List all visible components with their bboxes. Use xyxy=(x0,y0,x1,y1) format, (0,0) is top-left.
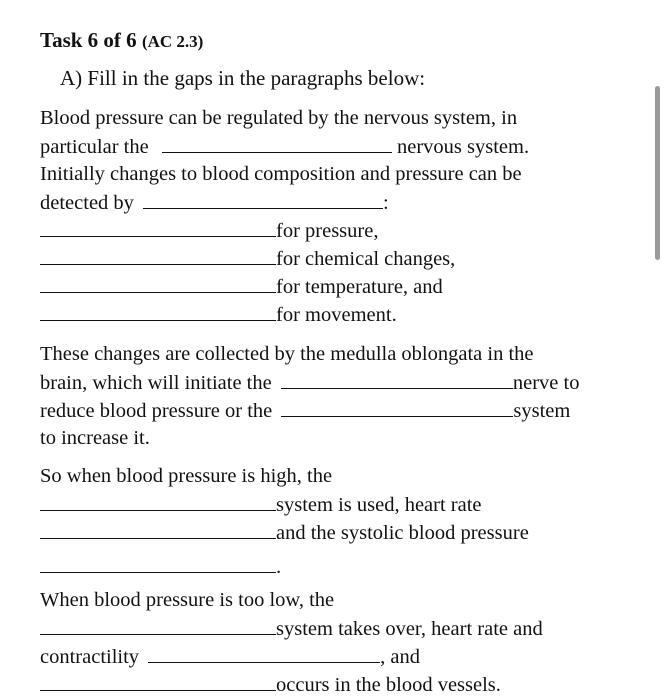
p3-line-3-text: and the systolic blood pressure xyxy=(276,522,529,544)
p4-line-2 xyxy=(40,614,543,643)
vertical-scrollbar[interactable] xyxy=(655,86,660,260)
p3-line-3 xyxy=(40,518,529,547)
p1-line-4-text-b: : xyxy=(383,192,389,214)
p1-line-4-text-a: detected by xyxy=(40,192,134,214)
receptor-pressure-text: for pressure, xyxy=(276,220,379,242)
task-subtitle: (AC 2.3) xyxy=(141,32,204,51)
p1-receptor-row-4 xyxy=(40,300,397,329)
p1-line-1: Blood pressure can be regulated by the nervous system, in xyxy=(40,107,518,129)
fill-blank-blood-vessels[interactable] xyxy=(40,670,276,691)
p1-line-4 xyxy=(40,188,389,217)
p4-line-1: When blood pressure is too low, the xyxy=(40,589,335,611)
p3-line-2-text: system is used, heart rate xyxy=(276,494,482,516)
p1-line-2 xyxy=(40,132,529,161)
p2-line-3-text-b: system xyxy=(513,400,571,422)
fill-blank-heart-rate-change[interactable] xyxy=(40,518,276,539)
p1-line-3: Initially changes to blood composition and pressure can be xyxy=(40,163,522,185)
p3-line-4-text: . xyxy=(276,556,282,578)
fill-blank-receptor-temperature[interactable] xyxy=(40,272,276,293)
p3-line-1: So when blood pressure is high, the xyxy=(40,465,333,487)
fill-blank-receptor-chemical[interactable] xyxy=(40,244,276,265)
fill-blank-receptor-pressure[interactable] xyxy=(40,216,276,237)
p2-line-1: These changes are collected by the medulla oblongata in the xyxy=(40,343,534,365)
p1-receptor-row-3 xyxy=(40,272,443,301)
fill-blank-contractility[interactable] xyxy=(148,642,380,663)
receptor-chemical-text: for chemical changes, xyxy=(276,248,456,270)
p2-line-3-text-a: reduce blood pressure or the xyxy=(40,400,273,422)
p4-line-4 xyxy=(40,670,501,699)
p4-line-4-text: occurs in the blood vessels. xyxy=(276,674,501,696)
fill-blank-low-bp-system[interactable] xyxy=(40,614,276,635)
fill-blank-high-bp-system[interactable] xyxy=(40,490,276,511)
p2-line-3 xyxy=(40,396,570,425)
receptor-temperature-text: for temperature, and xyxy=(276,276,443,298)
p4-line-3-text-b: , and xyxy=(380,646,421,668)
p1-line-2-text-a: particular the xyxy=(40,136,149,158)
p2-line-4: to increase it. xyxy=(40,427,150,449)
fill-blank-detected-by[interactable] xyxy=(143,188,383,209)
p2-line-2-text-b: nerve to xyxy=(512,372,580,394)
p3-line-2 xyxy=(40,490,482,519)
p2-line-2-text-a: brain, which will initiate the xyxy=(40,372,272,394)
fill-blank-nervous-system[interactable] xyxy=(162,132,392,153)
p4-line-3-text-a: contractility xyxy=(40,646,140,668)
fill-blank-system-increase[interactable] xyxy=(281,396,513,417)
task-title-text: Task 6 of 6 xyxy=(40,28,137,52)
receptor-movement-text: for movement. xyxy=(276,304,397,326)
p1-receptor-row-2 xyxy=(40,244,455,273)
fill-blank-systolic-change[interactable] xyxy=(40,552,276,573)
fill-blank-initiate-nerve[interactable] xyxy=(281,368,513,389)
instruction-text: A) Fill in the gaps in the paragraphs below: xyxy=(60,66,426,90)
fill-blank-receptor-movement[interactable] xyxy=(40,300,276,321)
task-title xyxy=(40,28,203,53)
p1-receptor-row-1 xyxy=(40,216,378,245)
p1-line-2-text-b: nervous system. xyxy=(396,136,530,158)
p2-line-2 xyxy=(40,368,579,397)
p4-line-3 xyxy=(40,642,420,671)
p3-line-4 xyxy=(40,552,281,581)
p4-line-2-text: system takes over, heart rate and xyxy=(276,618,543,640)
